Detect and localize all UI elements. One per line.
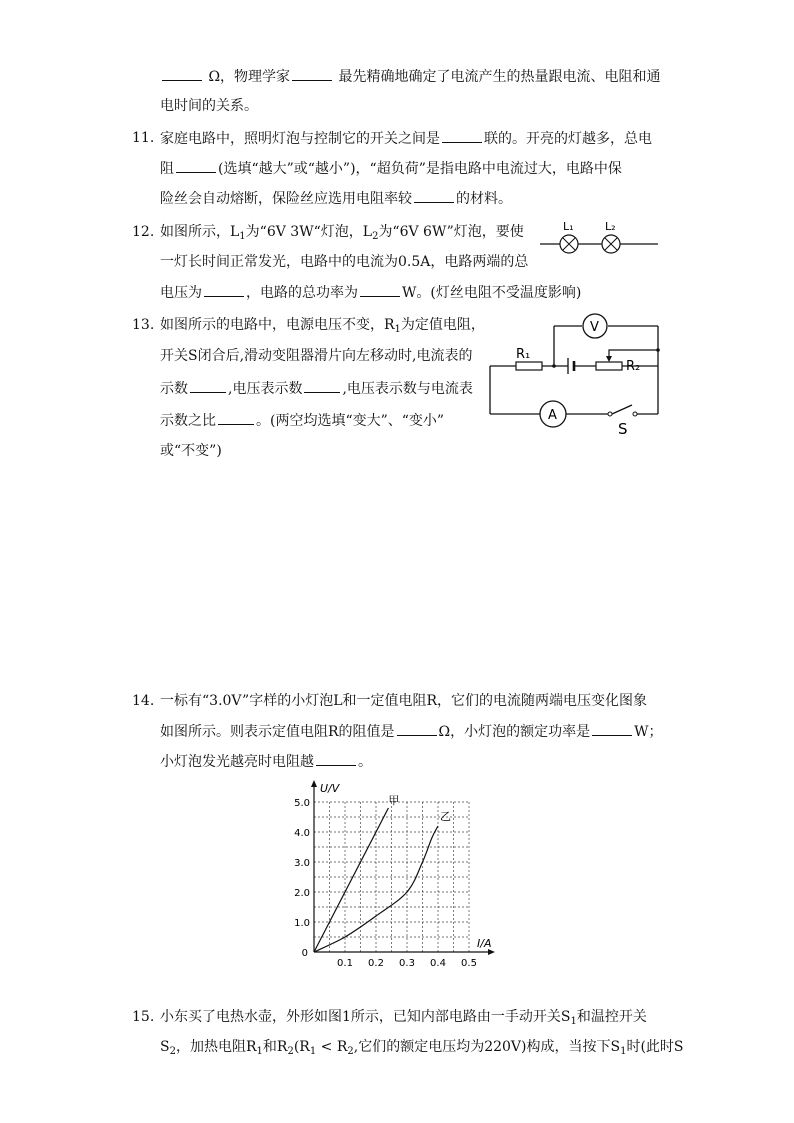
question-number: 15.: [132, 1009, 155, 1025]
q12-line1: 如图所示，$L_1$为“6V 3W“灯泡，$L_2$为“6V 6W”灯泡，要使: [160, 224, 524, 242]
x-tick-label: 0.3: [399, 958, 415, 969]
q12-line2: 一灯长时间正常发光，电路中的电流为0.5A，电路两端的总: [160, 254, 529, 270]
question-number: 13.: [132, 317, 155, 333]
answer-blank[interactable]: [360, 282, 400, 297]
q13-line3: 示数 ,电压表示数 ,电压表示数与电流表: [160, 378, 473, 399]
x-tick-label: 0.1: [337, 958, 353, 969]
series-label-2: 乙: [440, 810, 451, 823]
answer-blank[interactable]: [304, 378, 340, 393]
q12-line3: 电压为 ，电路的总功率为 W。(灯丝电阻不受温度影响): [160, 282, 581, 303]
answer-blank[interactable]: [162, 66, 202, 81]
q14-line3: 小灯泡发光越亮时电阻越 。: [160, 751, 372, 772]
answer-blank[interactable]: [218, 410, 254, 425]
series-line-2: [314, 826, 438, 952]
series-label-1: 甲: [388, 794, 400, 807]
label-l2: L₂: [605, 220, 616, 233]
answer-blank[interactable]: [592, 721, 632, 736]
answer-blank[interactable]: [176, 158, 216, 173]
answer-blank[interactable]: [204, 282, 244, 297]
label-l1: L₁: [563, 220, 574, 233]
y-tick-label: 4.0: [294, 828, 310, 839]
u-i-graph: [280, 778, 500, 970]
q11-line2: 阻 (选填“越大”或“越小”)，“超负荷”是指电路中电流过大，电路中保: [160, 158, 622, 179]
q15-line1: 小东买了电热水壶，外形如图1所示，已知内部电路由一手动开关$S_1$和温控开关: [160, 1009, 647, 1027]
switch-icon: [608, 412, 612, 416]
y-tick-label: 2.0: [294, 888, 310, 899]
answer-blank[interactable]: [190, 378, 226, 393]
resistor-r1-icon: [516, 362, 542, 370]
label-s: S: [618, 420, 628, 438]
q13-circuit-figure: [486, 314, 666, 438]
series-line-1: [314, 808, 388, 952]
q11-line1: 家庭电路中，照明灯泡与控制它的开关之间是 联的。开亮的灯越多，总电: [160, 128, 652, 149]
x-tick-label: 0.2: [368, 958, 384, 969]
answer-blank[interactable]: [397, 721, 437, 736]
question-number: 12.: [132, 224, 155, 240]
ammeter-label: A: [548, 408, 557, 423]
origin-label: 0: [301, 948, 308, 959]
question-number: 11.: [132, 130, 155, 146]
y-axis-label: U/V: [320, 782, 340, 795]
question-number: 14.: [132, 693, 155, 709]
answer-blank[interactable]: [414, 188, 454, 203]
q13-line2: 开关S闭合后,滑动变阻器滑片向左移动时,电流表的: [160, 348, 473, 364]
q12-lamp-circuit-figure: [536, 216, 666, 256]
x-tick-label: 0.4: [430, 958, 446, 969]
answer-blank[interactable]: [292, 66, 332, 81]
y-tick-label: 3.0: [294, 858, 310, 869]
x-tick-label: 0.5: [461, 958, 477, 969]
q13-line1: 如图所示的电路中，电源电压不变，$R_1$为定值电阻，: [160, 317, 485, 335]
q13-line4: 示数之比 。(两空均选填“变大”、“变小”: [160, 410, 444, 431]
label-r1: R₁: [516, 347, 531, 362]
q15-line2: $S_2$，加热电阻$R_1$和$R_2(R_1 < R_2$,它们的额定电压均为220V)构成，当按下$S_1$时(此时S: [160, 1039, 684, 1057]
q14-line1: 一标有“3.0V”字样的小灯泡L和一定值电阻R，它们的电流随两端电压变化图象: [160, 693, 648, 709]
label-r2: R₂: [626, 359, 641, 374]
answer-blank[interactable]: [442, 128, 482, 143]
y-axis-arrow: [311, 780, 317, 787]
q11-line3: 险丝会自动熔断，保险丝应选用电阻率较 的材料。: [160, 188, 512, 209]
q10-line2: 电时间的关系。: [160, 98, 258, 114]
y-tick-label: 1.0: [294, 918, 310, 929]
q14-line2: 如图所示。则表示定值电阻R的阻值是 Ω，小灯泡的额定功率是 W；: [160, 721, 663, 742]
y-tick-label: 5.0: [294, 798, 310, 809]
q13-line5: 或“不变”): [160, 443, 222, 459]
x-axis-label: I/A: [477, 937, 492, 950]
voltmeter-label: V: [590, 320, 599, 335]
answer-blank[interactable]: [316, 751, 356, 766]
q10-line1: Ω，物理学家 最先精确地确定了电流产生的热量跟电流、电阻和通: [160, 66, 661, 87]
rheostat-r2-icon: [596, 362, 622, 370]
